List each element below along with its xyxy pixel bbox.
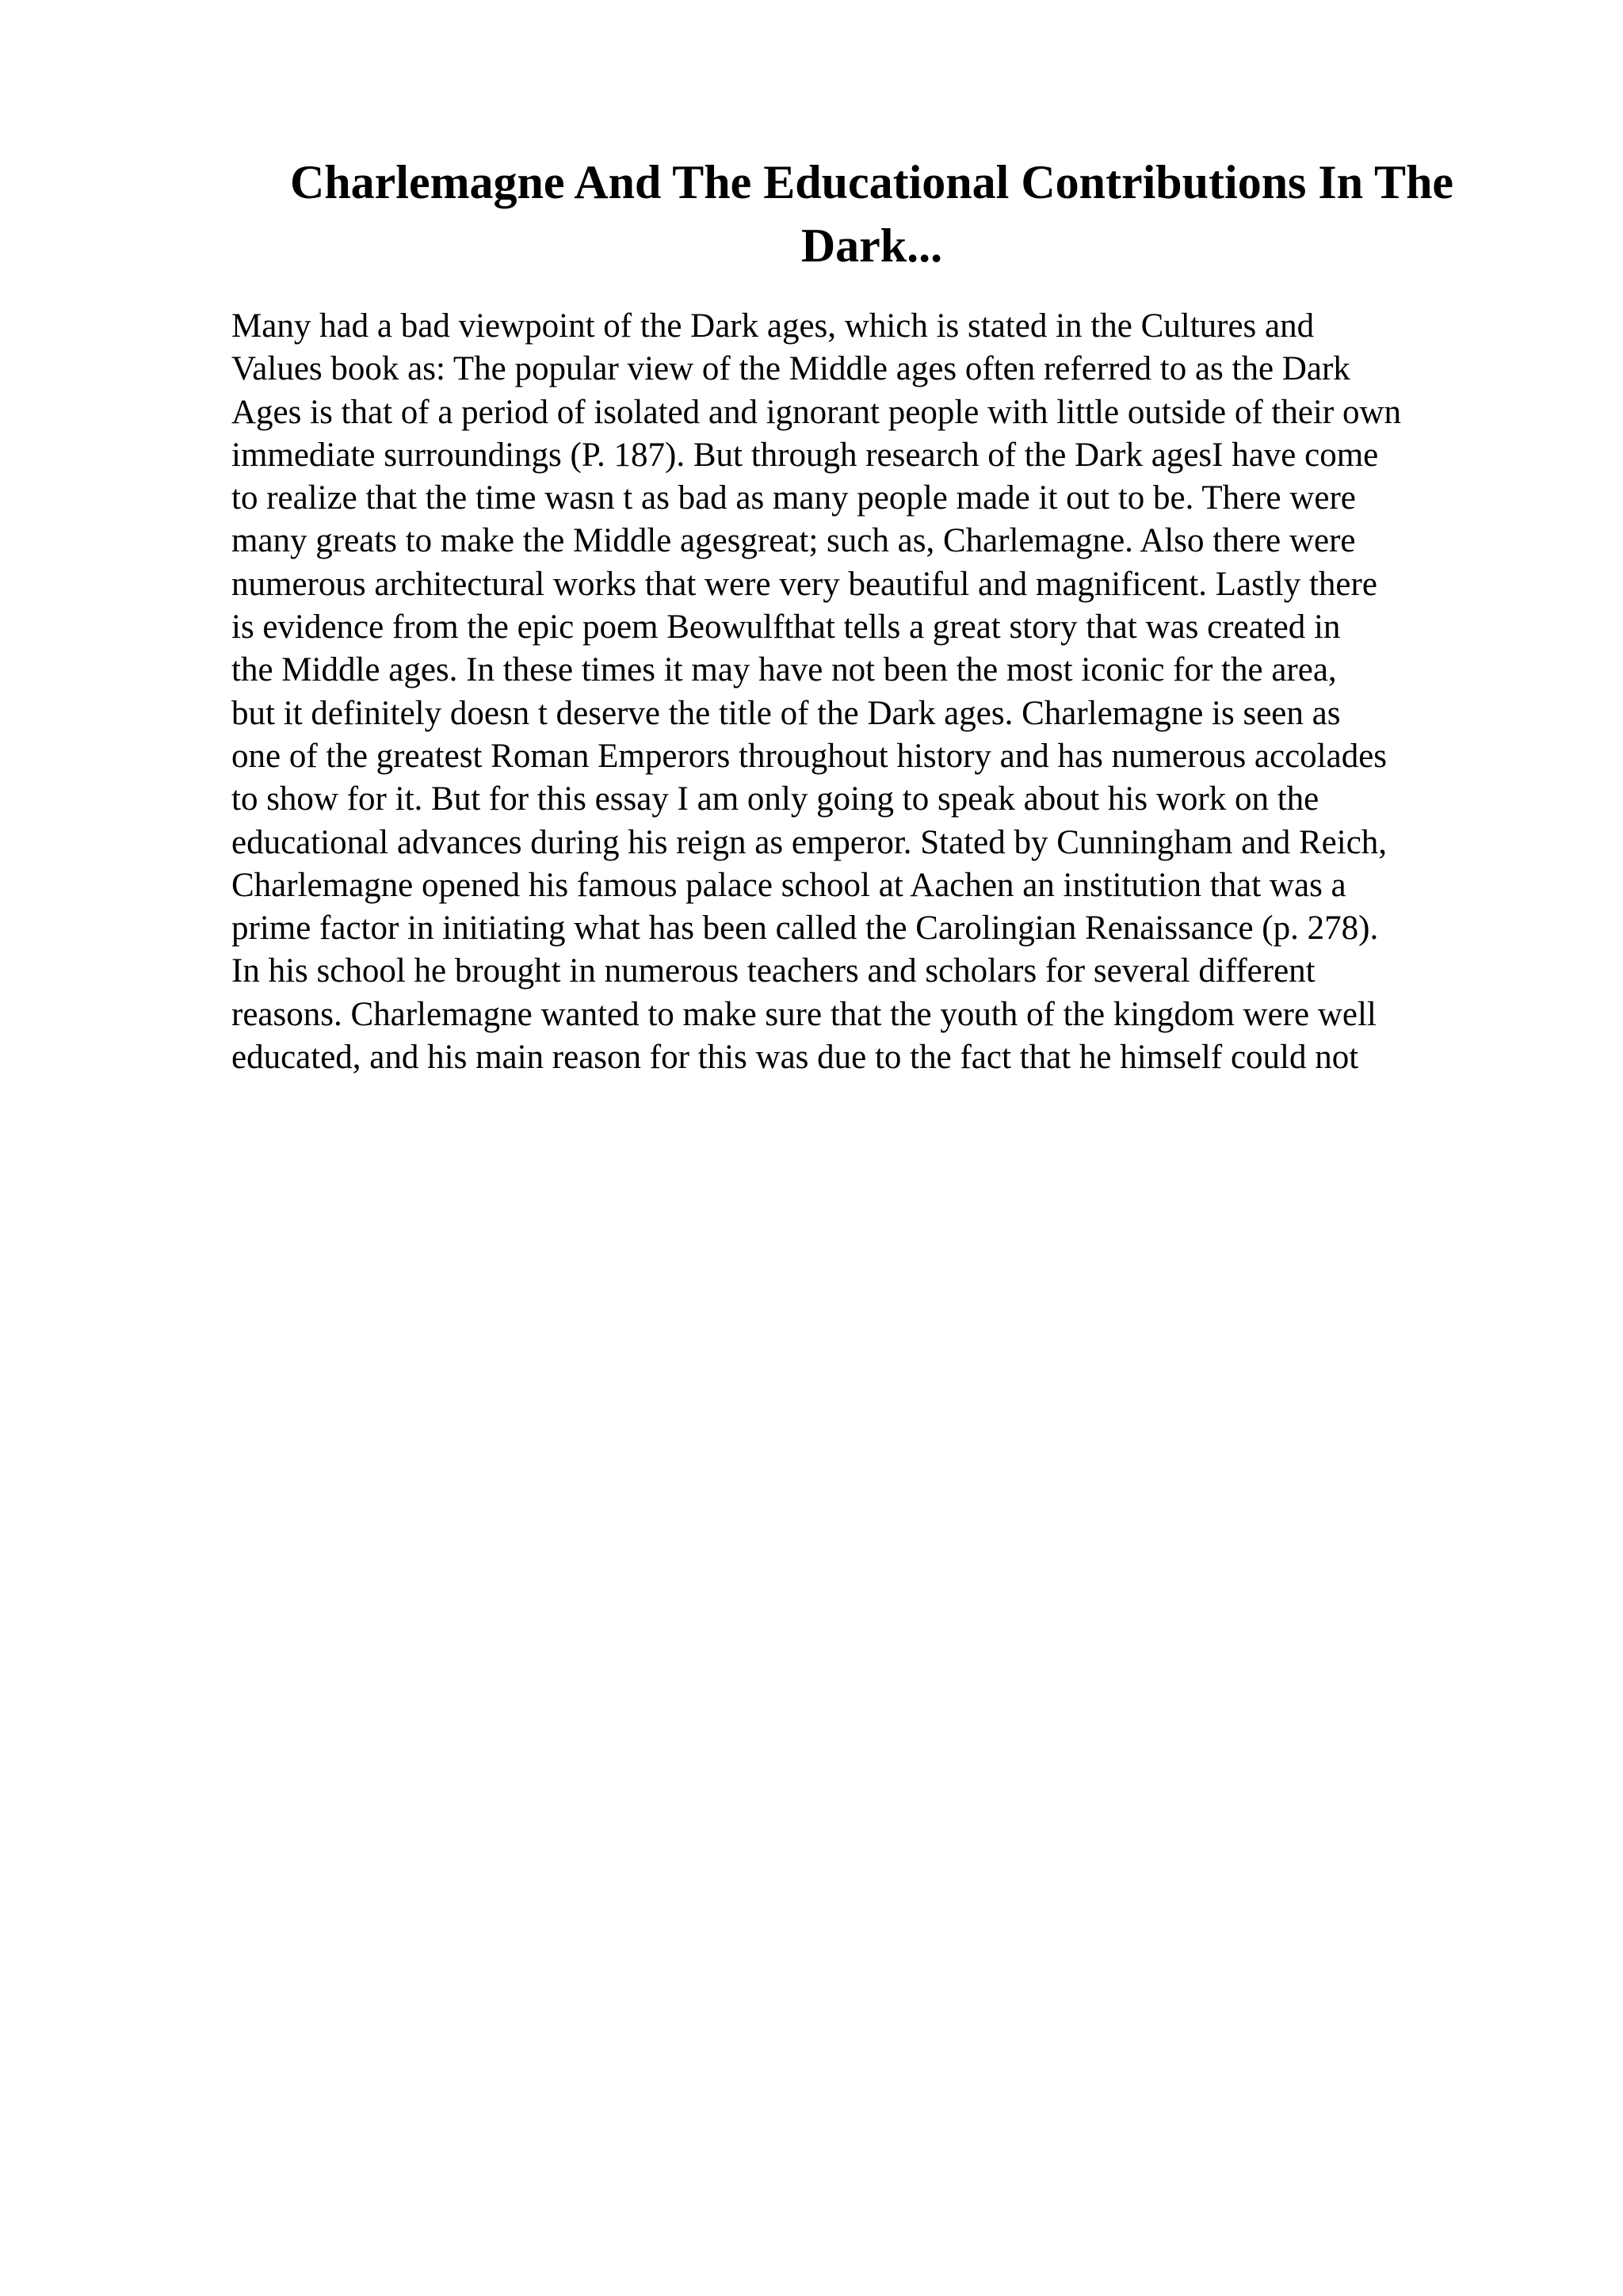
title-line-2: Dark... <box>800 219 943 272</box>
text-line: Ages is that of a period of isolated and ignorant people with little outside of their own <box>231 393 1402 431</box>
text-line: educated, and his main reason for this was due to the fact that he himself could not <box>231 1039 1359 1077</box>
text-line: to show for it. But for this essay I am only going to speak about his work on the <box>231 780 1319 818</box>
document-title <box>230 151 1514 277</box>
text-line: is evidence from the epic poem Beowulfthat tells a great story that was created in <box>231 608 1341 646</box>
text-line: numerous architectural works that were very beautiful and magnificent. Lastly there <box>231 565 1377 603</box>
text-line: one of the greatest Roman Emperors throughout history and has numerous accolades <box>231 737 1388 775</box>
text-line: reasons. Charlemagne wanted to make sure that the youth of the kingdom were well <box>231 995 1377 1033</box>
body-paragraph <box>231 305 1531 1079</box>
text-line: prime factor in initiating what has been called the Carolingian Renaissance (p. 278). <box>231 910 1379 948</box>
text-line: Many had a bad viewpoint of the Dark ages, which is stated in the Cultures and <box>231 307 1315 345</box>
text-line: Values book as: The popular view of the Middle ages often referred to as the Dark <box>231 350 1350 388</box>
text-line: immediate surroundings (P. 187). But through research of the Dark agesI have come <box>231 436 1379 474</box>
text-line: but it definitely doesn t deserve the title of the Dark ages. Charlemagne is seen as <box>231 694 1341 732</box>
text-line: Charlemagne opened his famous palace school at Aachen an institution that was a <box>231 866 1346 904</box>
text-line: the Middle ages. In these times it may have not been the most iconic for the area, <box>231 651 1337 689</box>
text-line: In his school he brought in numerous teachers and scholars for several different <box>231 952 1316 990</box>
text-line: many greats to make the Middle agesgreat; such as, Charlemagne. Also there were <box>231 522 1356 560</box>
text-line: to realize that the time wasn t as bad as many people made it out to be. There were <box>231 479 1356 517</box>
text-line: educational advances during his reign as emperor. Stated by Cunningham and Reich, <box>231 823 1388 861</box>
title-line-1: Charlemagne And The Educational Contributions In The <box>289 156 1454 208</box>
